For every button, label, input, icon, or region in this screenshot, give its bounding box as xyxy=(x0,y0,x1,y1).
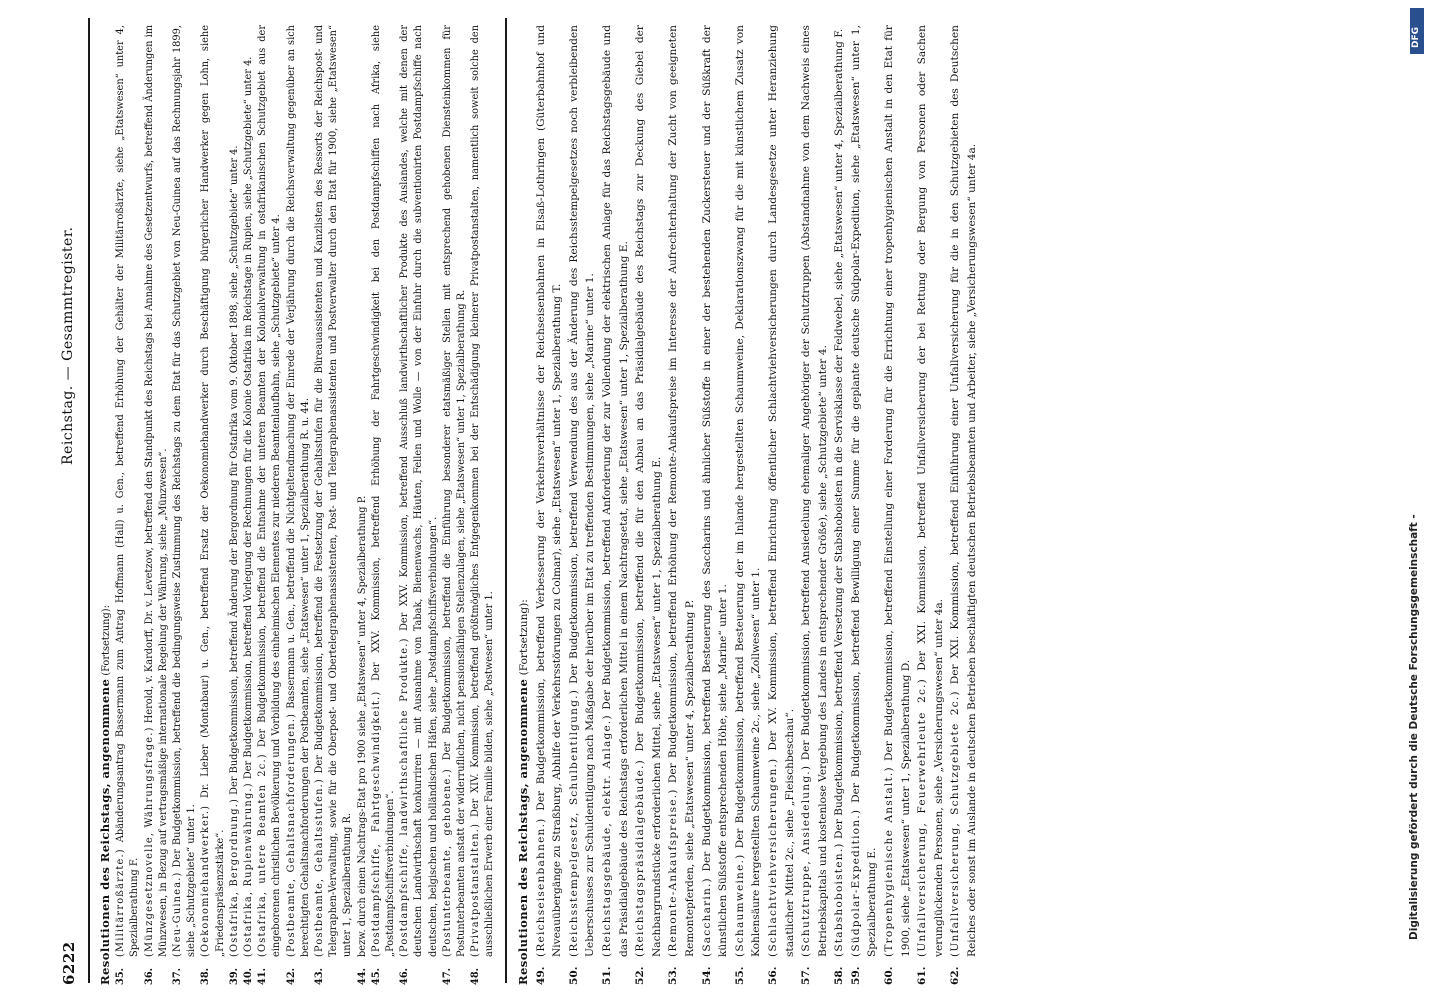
register-entry xyxy=(114,25,142,985)
column-right xyxy=(515,25,1260,985)
register-entry xyxy=(665,25,698,985)
entry-number: 56. xyxy=(766,966,779,985)
entry-keyword: (Ostafrika, Bergordnung.) xyxy=(228,797,240,957)
register-entry xyxy=(171,25,199,985)
digitization-credit: Digitalisierung gefördert durch die Deutsche Forschungsgemeinschaft - xyxy=(1408,514,1420,940)
entry-description: Der Budgetkommission, betreffend Anforderung der zur Vollendung der elektrischen Anlage für das Reichstagsgebäude und das Präsidialgebäude des Reichstags erforderlichen Mittel in einem Nachtragsetat, siehe „Etatswesen“ unter 1, Spezialberathung E. xyxy=(600,25,630,957)
entry-text xyxy=(469,25,497,957)
entry-number: 41. xyxy=(257,967,269,985)
entry-description: Der XXV. Kommission, betreffend Ausschluß landwirthschaftlicher Produkte des Auslandes, welche mit denen der deutschen Landwirthschaft konkurriren — mit Ausnahme von Tabak, Bienenwachs, Häuten, Fellen und Wolle — von der Einfuhr durch die subventionirten Postdampfschiffe nach deutschen, belgischen und holländischen Häfen, siehe „Postdampfschiffsverbindungen“. xyxy=(399,24,439,957)
entry-description: Der XXV. Kommission, betreffend Erhöhung der Fahrtgeschwindigkeit bei den Postdampfschiffen nach Afrika, siehe „Postdampfschiffsverbindungen“. xyxy=(370,24,397,957)
entry-number: 60. xyxy=(883,966,896,985)
entry-text xyxy=(143,25,171,957)
entry-keyword: (Reichseisenbahnen.) xyxy=(534,817,547,957)
register-entry xyxy=(914,25,947,985)
entry-number: 55. xyxy=(733,966,746,985)
register-entry xyxy=(398,25,441,985)
section-heading: Resolutionen des Reichstags, angenommene xyxy=(98,678,112,985)
entry-description: Bassermann u. Gen., betreffend die Nichtgeltendmachung der Einrede der Verjährung durch die Reichsverwaltung gegenüber an sich berechtigten Gehaltsnachforderungen der Postbeamten, siehe „Etatswesen“ unter 1, Spezialberathung R. u. 44. xyxy=(285,25,311,957)
register-entry xyxy=(831,25,848,985)
entry-number: 47. xyxy=(441,967,453,985)
register-entry xyxy=(881,25,914,985)
entry-keyword: (Unfallversicherung, Feuerwehrleute 2c.) xyxy=(916,677,929,957)
register-entry xyxy=(469,25,497,985)
entry-keyword: (Schaumweine.) xyxy=(733,853,746,957)
register-entry xyxy=(732,25,765,985)
entry-text xyxy=(242,25,256,957)
entry-keyword: (Postdampfschiffe, landwirthschaftliche Produkte.) xyxy=(399,637,411,957)
entry-text xyxy=(947,25,980,957)
entry-keyword: (Postdampfschiffe, Fahrtgeschwindigkeit.) xyxy=(370,690,382,957)
entry-number: 39. xyxy=(228,967,240,985)
entry-text xyxy=(228,25,242,957)
entry-number: 62. xyxy=(949,966,962,985)
register-entry xyxy=(798,25,831,985)
register-entry xyxy=(199,25,227,985)
register-entry xyxy=(947,25,980,985)
entry-number: 51. xyxy=(600,966,613,985)
entry-description: Der Budgetkommission, betreffend Verwendung des aus der Änderung des Reichsstempelgesetzes noch verbleibenden Ueberschusses zur Schuldentilgung nach Maßgabe der hierüber im Etat zu treffenden Bestimmungen, siehe „Marine“ unter 1. xyxy=(567,25,597,957)
register-entry xyxy=(256,25,284,985)
entry-description: Der XV. Kommission, betreffend Einrichtung öffentlicher Schlachtviehversicherungen durch Landesgesetze unter Heranziehung staatlicher Mittel 2c., siehe „Fleischbeschau“. xyxy=(766,25,796,957)
register-entry xyxy=(285,25,313,985)
entry-description: Der Budgetkommission, betreffend Bewilligung einer Summe für die geplante deutsche Südpolar-Expedition, siehe „Etatswesen“ unter 1, Spezialberathung E. xyxy=(849,25,879,957)
entry-text xyxy=(356,25,370,957)
dfg-logo-text: DFG xyxy=(1411,26,1421,48)
entry-keyword: (Postbeamte, Gehaltsnachforderungen.) xyxy=(285,712,297,957)
register-entry xyxy=(566,25,599,985)
page-number: 6222 xyxy=(60,941,78,985)
entry-text xyxy=(370,25,398,957)
entry-description: Der Budgetkommission, betreffend Ansiedelung ehemaliger Angehöriger der Schutztruppen (Abstandnahme von dem Nachweis eines Betriebskapitals und kostenlose Vergebung des Landes in entsprechender Größe), siehe „Schutzgebiete“ unter 4. xyxy=(800,25,829,957)
entry-text xyxy=(848,25,881,957)
entry-keyword: (Postunterbeamte, gehobene.) xyxy=(441,768,453,957)
entry-text xyxy=(256,25,284,957)
entry-keyword: (Privatpostanstalten.) xyxy=(470,822,482,957)
entry-number: 57. xyxy=(800,966,813,985)
entry-description: Der XIV. Kommission, betreffend größtmögliches Entgegenkommen bei der Entschädigung kleinerer Privatpostanstalten, namentlich soweit solche den ausschließlichen Erwerb einer Familie bilden, siehe „Postwesen“ unter 1. xyxy=(470,25,496,957)
register-entry xyxy=(533,25,566,985)
register-entry xyxy=(228,25,242,985)
register-entry xyxy=(242,25,256,985)
entry-text xyxy=(732,25,765,957)
dfg-logo xyxy=(1410,8,1424,54)
entry-text xyxy=(285,25,313,957)
entry-number: 59. xyxy=(849,966,862,985)
column-left-heading xyxy=(98,25,114,985)
entry-number: 50. xyxy=(567,966,580,985)
entry-text xyxy=(171,25,199,957)
register-entry xyxy=(632,25,665,985)
page-header xyxy=(60,25,90,985)
entry-text xyxy=(914,25,947,957)
entry-number: 40. xyxy=(243,967,255,985)
entry-keyword: (Reichsstempelgesetz, Schulbentilgung.) xyxy=(567,688,580,957)
entry-keyword: (Ostafrika, Rupienwährung.) xyxy=(243,782,255,957)
entry-keyword: (Südpolar-Expedition.) xyxy=(849,808,862,957)
entry-description: Der Budgetkommission, betreffend die bedingungsweise Zustimmung des Reichstags zu dem Etat für das Schutzgebiet von Neu-Guinea auf das Rechnungsjahr 1899, siehe „Schutzgebiete“ unter 1. xyxy=(172,25,198,957)
entry-keyword: (Reichstagspräsidialgebäude.) xyxy=(634,759,647,957)
entry-keyword: (Ostafrika, untere Beamten 2c.) xyxy=(257,753,269,957)
entry-description: Der Budgetkommission, betreffend Versetzung der Stabshoboisten in die Servisklasse der Feldwebel, siehe „Etatswesen“ unter 4, Spezialberathung F. xyxy=(833,28,846,843)
entry-text xyxy=(533,25,566,957)
entry-keyword: (Tropenhygienische Anstalt.) xyxy=(883,766,896,957)
entry-text xyxy=(199,25,227,957)
entry-description: Abänderungsantrag Bassermann zum Antrag Hoffmann (Hall) u. Gen., betreffend Erhöhung der Gehälter der Militärroßärzte, siehe „Etatswesen“ unter 4, Spezialberathung F. xyxy=(115,25,141,957)
entry-keyword: (Reichstagsgebäude, elektr. Anlage.) xyxy=(600,714,613,957)
entry-number: 42. xyxy=(285,967,297,985)
register-entry xyxy=(370,25,398,985)
register-entry xyxy=(765,25,798,985)
entry-keyword: (Unfallversicherung, Schutzgebiete 2c.) xyxy=(949,690,962,957)
entry-description: Der Budgetkommission, betreffend die Festsetzung der Gehaltsstufen für die Büreauassistenten und Kanzlisten des Ressorts der Reichspost- und Telegraphen-Verwaltung, sowie für die Oberpost- und Obertelegraphenassistenten, Post- und Telegraphenassistenten und Postverwalter durch den Etat für 1900, siehe „Etatswesen“ unter 1, Spezialberathung R. xyxy=(314,25,354,957)
column-right-heading xyxy=(515,25,533,985)
register-entry xyxy=(356,25,370,985)
column-left xyxy=(98,25,498,985)
entry-keyword: (Münzgesetznovelle, Währungsfrage.) xyxy=(143,726,155,957)
entry-list xyxy=(114,25,497,985)
entry-description: Der XXI. Kommission, betreffend Unfallversicherung der bei Rettung oder Bergung von Personen oder Sachen verunglückenden Personen, siehe „Versicherungswesen“ unter 4a. xyxy=(916,24,945,957)
entry-number: 46. xyxy=(399,967,411,985)
entry-number: 53. xyxy=(667,966,680,985)
section-heading-suffix: (Fortsetzung): xyxy=(518,599,530,679)
section-heading-suffix: (Fortsetzung): xyxy=(101,605,112,679)
entry-description: Der Budgetkommission, betreffend Änderung der Bergordnung für Ostafrika vom 9. Oktober 1898, siehe „Schutzgebiete“ unter 4. xyxy=(228,145,240,798)
register-entry xyxy=(848,25,881,985)
register-entry xyxy=(313,25,356,985)
entry-number: 52. xyxy=(634,966,647,985)
entry-number: 54. xyxy=(700,966,713,985)
entry-number: 44. xyxy=(356,967,368,985)
entry-list xyxy=(533,25,981,985)
entry-text xyxy=(881,25,914,957)
entry-description: Der Budgetkommission, betreffend Einstellung einer Forderung für die Errichtung einer tropenhygienischen Anstalt in den Etat für 1900, siehe „Etatswesen“ unter 1, Spezialberathung D. xyxy=(883,24,912,957)
entry-text xyxy=(398,25,441,957)
entry-description: bezw. durch einen Nachtrags-Etat pro 1900 siehe „Etatswesen“ unter 4, Spezialberathung P. xyxy=(356,495,368,957)
entry-text xyxy=(114,25,142,957)
entry-keyword: (Oekonomiehandwerker.) xyxy=(200,804,212,957)
entry-keyword: (Postbeamte, Gehaltsstufen.) xyxy=(314,778,326,957)
section-heading: Resolutionen des Reichstags, angenommene xyxy=(516,678,530,985)
entry-description: Der Budgetkommission, betreffend die Entnahme der unteren Beamten der Kolonialverwaltung in ostafrikanischen Schutzgebiet aus der eingeborenen christlichen Bevölkerung und Vorbildung des einheimischen Elementes zur niederen Beamtenlaufbahn, siehe „Schutzgebiete“ unter 4. xyxy=(257,24,283,957)
entry-keyword: (Remonte-Ankaufspreise.) xyxy=(667,788,680,957)
entry-keyword: (Militärroßärzte.) xyxy=(115,848,127,957)
entry-number: 35. xyxy=(115,967,127,985)
register-entry xyxy=(699,25,732,985)
entry-text xyxy=(599,25,632,957)
register-entry xyxy=(599,25,632,985)
entry-number: 36. xyxy=(143,967,155,985)
entry-number: 49. xyxy=(534,966,547,985)
entry-number: 38. xyxy=(200,967,212,985)
entry-description: Der Budgetkommission, betreffend Erhöhung der Remonte-Ankaufspreise im Interesse der Aufrechterhaltung der Zucht von geeigneten Remontepferden, siehe „Etatswesen“ unter 4, Spezialberathung P. xyxy=(667,25,696,957)
entry-text xyxy=(566,25,599,957)
entry-description: Der Budgetkommission, betreffend die für den Anbau an das Präsidialgebäude des Reichstags zur Deckung des Giebel der Nachbargrundstücke erforderlichen Mittel, siehe „Etatswesen“ unter 1, Spezialberathung E. xyxy=(634,25,663,957)
entry-text xyxy=(798,25,831,957)
entry-number: 58. xyxy=(833,966,846,985)
entry-keyword: (Schlachtviehversicherungen.) xyxy=(766,757,779,957)
entry-text xyxy=(831,25,848,957)
column-rule xyxy=(505,18,507,983)
register-entry xyxy=(441,25,469,985)
entry-text xyxy=(441,25,469,957)
entry-text xyxy=(632,25,665,957)
entry-text xyxy=(313,25,356,957)
entry-keyword: (Schutztruppe, Ansiedelung.) xyxy=(800,764,813,957)
entry-description: Der XXI. Kommission, betreffend Einführung einer Unfallversicherung für die in den Schutzgebieten des Deutschen Reiches oder sonst im Auslande in deutschen Betrieben beschäftigten deutschen Betriebsbeamten und Arbeiter, siehe „Versicherungswesen“ unter 4a. xyxy=(949,25,979,957)
register-entry xyxy=(143,25,171,985)
entry-text xyxy=(699,25,732,957)
entry-description: Der Budgetkommission, betreffend Besteuerung des Saccharins und ähnlicher Süßstoffe in einer der bestehenden Zuckersteuer und der Süßkraft der künstlichen Süßstoffe entsprechenden Höhe, siehe „Marine“ unter 1. xyxy=(700,25,730,957)
entry-description: Der Budgetkommission, betreffend Vorlegung der Rechnungen für die Kolonie Ostafrika im Reichstage in Rupien, siehe „Schutzgebiete“ unter 4. xyxy=(243,56,255,783)
entry-description: Dr. Lieber (Montabaur) u. Gen., betreffend Ersatz der Oekonomiehandwerker durch Beschäftigung bürgerlicher Handwerker gegen Lohn, siehe „Friedenspräsenzstärke“. xyxy=(200,25,226,957)
entry-number: 61. xyxy=(916,966,929,985)
running-head: Reichstag. — Gesammtregister. xyxy=(60,226,76,465)
entry-number: 45. xyxy=(370,967,382,985)
entry-text xyxy=(665,25,698,957)
entry-keyword: (Stabshoboisten.) xyxy=(833,842,846,957)
entry-number: 37. xyxy=(172,967,184,985)
entry-keyword: (Saccharin.) xyxy=(700,877,713,957)
entry-description: Der Budgetkommission, betreffend Verbesserung der Verkehrsverhältnisse der Reichseisenbahnen in Elsaß-Lothringen (Güterbahnhof und Niveauübergänge zu Straßburg, Abhilfe der Verkehrsstörungen zu Colmar), siehe „Etatswesen“ unter 1, Spezialberathung T. xyxy=(534,25,564,957)
entry-keyword: (Neu-Guinea.) xyxy=(172,871,184,957)
entry-description: Der Budgetkommission, betreffend Besteuerung der im Inlande hergestellten Schaumweine, Deklarationszwang für die mit künstlichem Zusatz von Kohlensäure hergestellten Schaumweine 2c., siehe „Zollwesen“ unter 1. xyxy=(733,25,763,957)
entry-text xyxy=(765,25,798,957)
entry-number: 48. xyxy=(470,967,482,985)
entry-number: 43. xyxy=(314,967,326,985)
entry-description: Der Budgetkommission, betreffend die Einführung besonderer etatsmäßiger Stellen mit entsprechend gehobenen Diensteinkommen für Postunterbeamten anstatt der widerruflichen, nicht pensionsfähigen Stellenzulagen, siehe „Etatswesen“ unter 1, Spezialberathung R. xyxy=(441,25,468,957)
entry-description: Herold, v. Kardorff, Dr. v. Levetzow, betreffend den Standpunkt des Reichstags bei Annahme des Gesetzentwurfs, betreffend Änderungen im Münzwesen, in Bezug auf vertragsmäßige internationale Regelung der Währung, siehe „Münzwesen“. xyxy=(143,25,169,957)
